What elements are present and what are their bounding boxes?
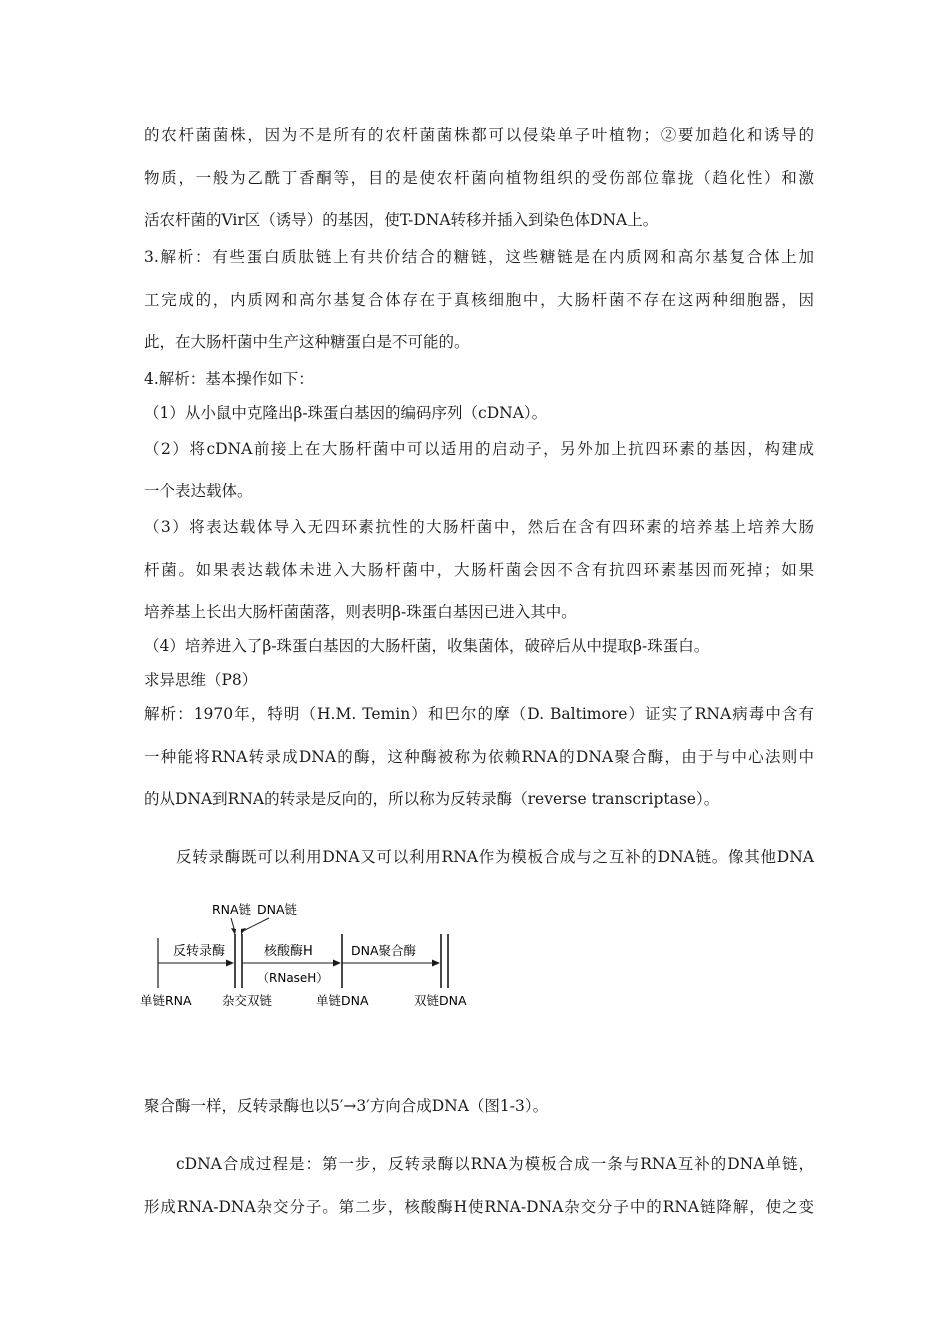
reverse-transcription-diagram — [140, 898, 480, 1014]
section-title: 求异思维（P8） — [144, 671, 258, 689]
paragraph-line: cDNA合成过程是：第一步，反转录酶以RNA为模板合成一条与RNA互补的DNA单链， — [176, 1155, 814, 1173]
list-item: （1）从小鼠中克隆出β-珠蛋白基因的编码序列（cDNA）。 — [144, 404, 548, 422]
paragraph-line: 的农杆菌菌株，因为不是所有的农杆菌菌株都可以侵染单子叶植物；②要加趋化和诱导的 — [144, 126, 814, 144]
list-item: （2）将cDNA前接上在大肠杆菌中可以适用的启动子，另外加上抗四环素的基因，构建成 — [144, 440, 814, 458]
label-single-rna: 单链RNA — [140, 993, 192, 1008]
paragraph-line: 解析：1970年，特明（H.M. Temin）和巴尔的摩（D. Baltimore）证实了RNA病毒中含有 — [144, 705, 814, 723]
paragraph-line: 一种能将RNA转录成DNA的酶，这种酶被称为依赖RNA的DNA聚合酶，由于与中心法则中 — [144, 748, 814, 766]
paragraph-line: 聚合酶一样，反转录酶也以5′→3′方向合成DNA（图1-3）。 — [144, 1097, 549, 1115]
label-single-dna: 单链DNA — [316, 993, 369, 1008]
list-item: （3）将表达载体导入无四环素抗性的大肠杆菌中，然后在含有四环素的培养基上培养大肠 — [144, 518, 814, 536]
paragraph-line: 的从DNA到RNA的转录是反向的，所以称为反转录酶（reverse transcriptase）。 — [144, 790, 720, 808]
paragraph-line: 反转录酶既可以利用DNA又可以利用RNA作为模板合成与之互补的DNA链。像其他DNA — [176, 848, 814, 866]
label-reverse-transcriptase: 反转录酶 — [173, 944, 226, 959]
paragraph-line: 4.解析：基本操作如下： — [144, 370, 314, 388]
label-rna-strand: RNA链 — [212, 902, 252, 917]
list-item: 杆菌。如果表达载体未进入大肠杆菌中，大肠杆菌会因不含有抗四环素基因而死掉；如果 — [144, 561, 814, 579]
list-item: 一个表达载体。 — [144, 482, 253, 500]
paragraph-line: 形成RNA-DNA杂交分子。第二步，核酸酶H使RNA-DNA杂交分子中的RNA链降解，使之变 — [144, 1198, 814, 1216]
paragraph-line: 此，在大肠杆菌中生产这种糖蛋白是不可能的。 — [144, 333, 470, 351]
paragraph-line: 工完成的，内质网和高尔基复合体存在于真核细胞中，大肠杆菌不存在这两种细胞器，因 — [144, 291, 814, 309]
label-dna-polymerase: DNA聚合酶 — [351, 943, 417, 958]
label-hybrid: 杂交双链 — [222, 993, 273, 1008]
paragraph-line: 物质，一般为乙酰丁香酮等，目的是使农杆菌向植物组织的受伤部位靠拢（趋化性）和激 — [144, 169, 814, 187]
paragraph-line: 3.解析：有些蛋白质肽链上有共价结合的糖链，这些糖链是在内质网和高尔基复合体上加 — [144, 248, 814, 266]
label-rnase-h: 核酸酶H — [264, 944, 313, 959]
label-double-dna: 双链DNA — [414, 993, 467, 1008]
list-item: 培养基上长出大肠杆菌菌落，则表明β-珠蛋白基因已进入其中。 — [144, 603, 577, 621]
list-item: （4）培养进入了β-珠蛋白基因的大肠杆菌，收集菌体，破碎后从中提取β-珠蛋白。 — [144, 637, 710, 655]
label-rnase-h-sub: （RNaseH） — [257, 971, 329, 985]
label-dna-strand: DNA链 — [257, 902, 298, 917]
paragraph-line: 活农杆菌的Vir区（诱导）的基因，使T-DNA转移并插入到染色体DNA上。 — [144, 211, 659, 229]
